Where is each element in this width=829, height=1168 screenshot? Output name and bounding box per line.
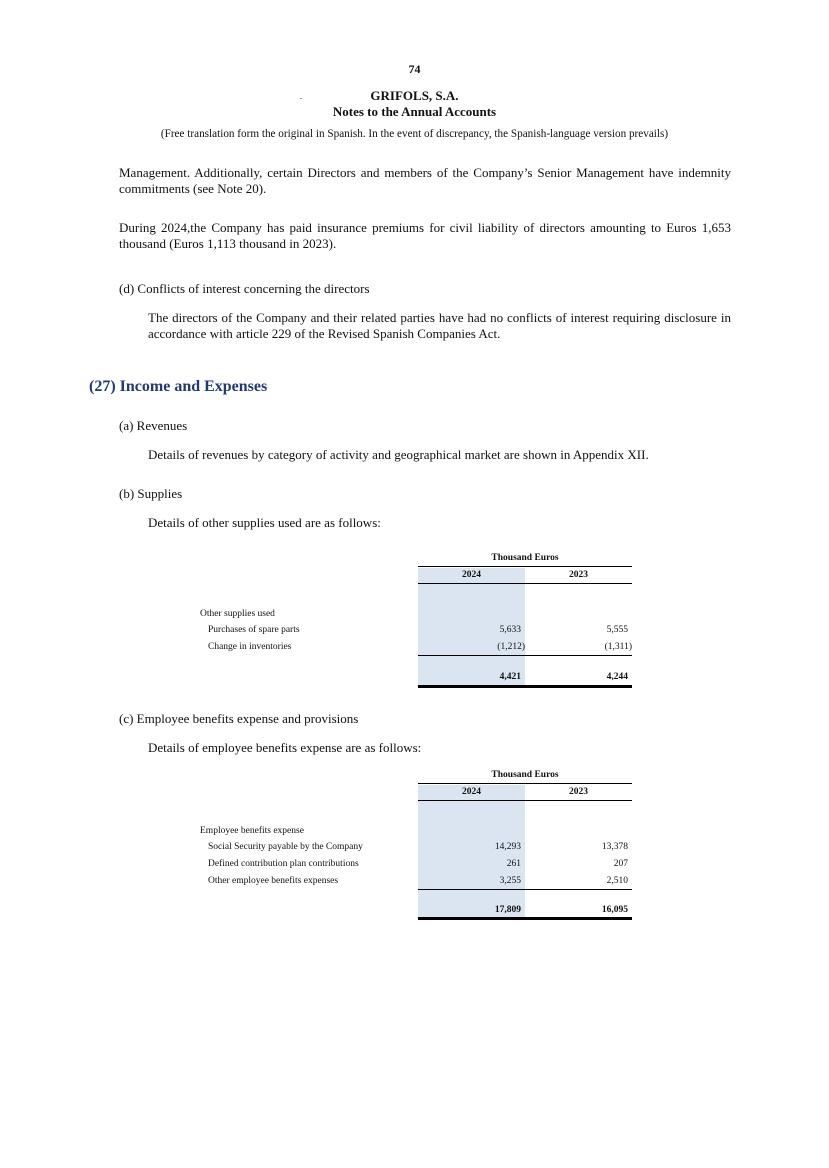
translation-disclaimer: (Free translation form the original in Spanish. In the event of discrepancy, the Spanish-language version prevails) (160, 128, 669, 140)
total-value: 16,095 (601, 905, 628, 915)
cell-value: 207 (613, 859, 628, 869)
row-label: Other employee benefits expenses (208, 876, 339, 886)
row-group-label: Employee benefits expense (200, 826, 304, 836)
paragraph-revenues: Details of revenues by category of activity and geographical market are shown in Appendix XII. (148, 447, 649, 462)
cell-value: 5,633 (499, 625, 521, 635)
page-number: 74 (408, 62, 421, 76)
cell-value: (1,311) (604, 642, 632, 652)
cell-value: 261 (506, 859, 521, 869)
total-value: 4,244 (606, 672, 628, 682)
column-header-2023: 2023 (569, 570, 588, 580)
subheading-conflicts: (d) Conflicts of interest concerning the directors (119, 281, 370, 296)
table-double-rule (418, 917, 632, 920)
total-value: 17,809 (494, 905, 521, 915)
table-rule (418, 655, 632, 656)
table-rule (418, 783, 632, 784)
table-rule (418, 889, 632, 890)
row-label: Defined contribution plan contributions (208, 859, 359, 869)
table-shade-2024 (418, 785, 525, 919)
column-header-2023: 2023 (569, 787, 588, 797)
paragraph-management: Management. Additionally, certain Directors and members of the Company’s Senior Management have indemnity commitments (see Note 20). (119, 165, 731, 196)
cell-value: 2,510 (606, 876, 628, 886)
cell-value: 13,378 (601, 842, 628, 852)
table-rule (418, 800, 632, 801)
subheading-revenues: (a) Revenues (119, 418, 188, 433)
cell-value: 5,555 (606, 625, 628, 635)
cell-value: (1,212) (497, 642, 525, 652)
paragraph-supplies: Details of other supplies used are as follows: (148, 515, 381, 530)
section-title: (27) Income and Expenses (89, 378, 268, 395)
row-label: Change in inventories (208, 642, 292, 652)
paragraph-conflicts: The directors of the Company and their related parties have had no conflicts of interest requiring disclosure in accordance with article 229 of the Revised Spanish Companies Act. (148, 310, 731, 341)
document-subtitle: Notes to the Annual Accounts (332, 104, 497, 119)
column-header-2024: 2024 (462, 787, 481, 797)
table-unit-header: Thousand Euros (491, 553, 559, 563)
cell-value: 14,293 (494, 842, 521, 852)
paragraph-insurance: During 2024,the Company has paid insurance premiums for civil liability of directors amounting to Euros 1,653 thousand (Euros 1,113 thousand in 2023). (119, 220, 731, 251)
total-value: 4,421 (499, 672, 521, 682)
column-header-2024: 2024 (462, 570, 481, 580)
table-rule (418, 566, 632, 567)
row-label: Social Security payable by the Company (208, 842, 363, 852)
cell-value: 3,255 (499, 876, 521, 886)
subheading-employee-benefits: (c) Employee benefits expense and provisions (119, 711, 359, 726)
subheading-supplies: (b) Supplies (119, 486, 183, 501)
paragraph-employee-benefits: Details of employee benefits expense are as follows: (148, 740, 422, 755)
row-group-label: Other supplies used (200, 609, 275, 619)
row-label: Purchases of spare parts (208, 625, 300, 635)
table-double-rule (418, 685, 632, 688)
table-rule (418, 583, 632, 584)
company-name: GRIFOLS, S.A. (370, 88, 459, 103)
table-unit-header: Thousand Euros (491, 770, 559, 780)
